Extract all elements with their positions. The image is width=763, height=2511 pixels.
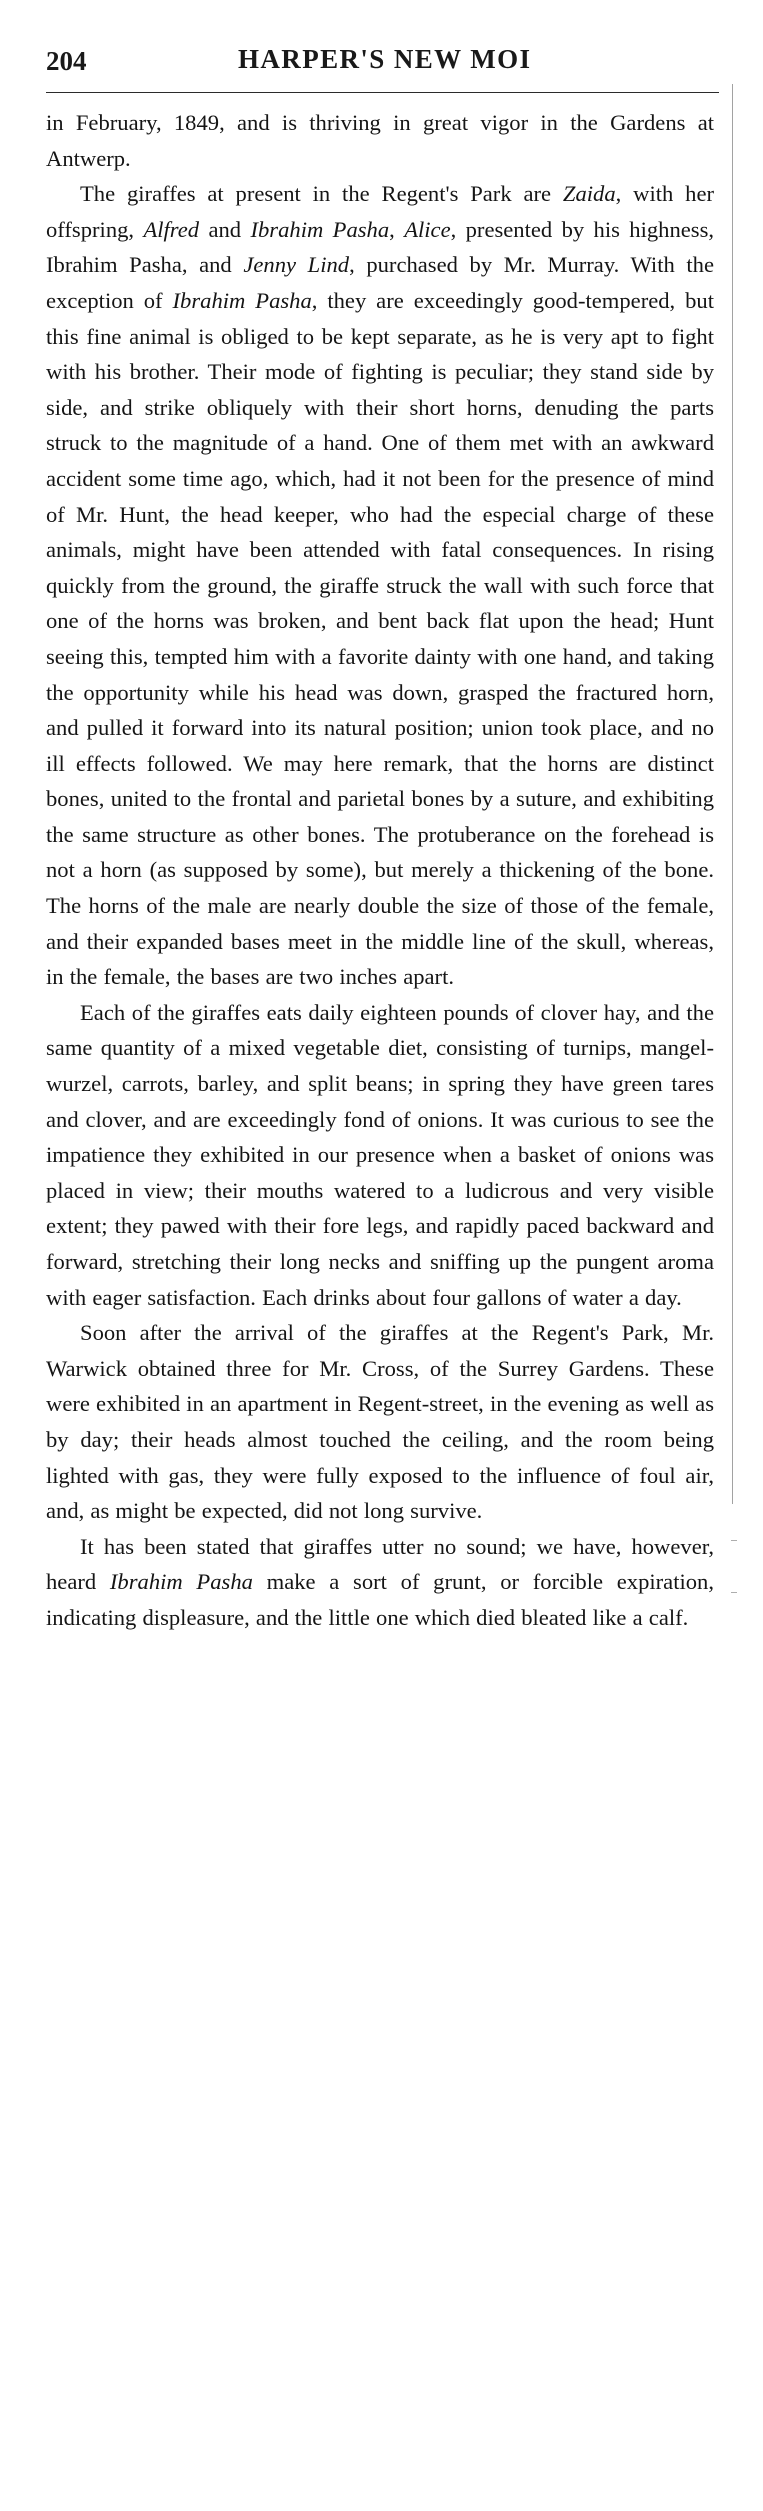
paragraph-5: It has been stated that giraffes utter no sound; we have, however, heard Ibrahim Pasha make a sort of grunt, or forcible expiration, indicating displeasure, and the little one which died bleated like a calf. xyxy=(46,1533,715,1630)
page-edge-mark xyxy=(731,1540,737,1541)
header-rule xyxy=(46,92,719,93)
paragraph-4: Soon after the arrival of the giraffes at the Regent's Park, Mr. Warwick obtained three for Mr. Cross, of the Surrey Gardens. These were exhibited in an apartment in Regent-street, in the evening as well as by day; their heads almost touched the ceiling, and the room being lighted with gas, they were fully exposed to the influence of foul air, and, as might be expected, did not long survive. xyxy=(46,1320,714,1524)
page-header xyxy=(46,46,719,86)
paragraph-2: The giraffes at present in the Regent's Park are Zaida, with her offspring, Alfred and Ibrahim Pasha, Alice, presented by his highness, Ibrahim Pasha, and Jenny Lind, purchased by Mr. Murray. With the exception of Ibrahim Pasha, they are exceedingly good-tempered, but this fine animal is obliged to be kept separate, as he is very apt to fight with his brother. Their mode of fighting is peculiar; they stand side by side, and strike obliquely with their short horns, denuding the parts struck to the magnitude of a hand. One of them met with an awkward accident some time ago, which, had it not been for the presence of mind of Mr. Hunt, the head keeper, who had the especial charge of these animals, might have been attended with fatal consequences. In rising quickly from the ground, the giraffe struck the wall with such force that one of the horns was broken, and bent back flat upon the head; Hunt seeing this, tempted him with a favorite dainty with one hand, and taking the opportunity while his head was down, grasped the fractured horn, and pulled it forward into its natural position; union took place, and no ill effects followed. We may here remark, that the horns are distinct bones, united to the frontal and parietal bones by a suture, and exhibiting the same structure as other bones. The protuberance on the forehead is not a horn (as supposed by some), but merely a thickening of the bone. The horns of the male are nearly double the size of those of the female, and their expanded bases meet in the middle line of the skull, whereas, in the female, the bases are two inches apart. xyxy=(46,181,715,990)
running-head: HARPER'S NEW MOI xyxy=(238,44,532,74)
page-number: 204 xyxy=(46,46,87,76)
text-column xyxy=(46,105,714,1636)
paragraph-1: in February, 1849, and is thriving in great vigor in the Gardens at Antwerp. xyxy=(46,110,714,171)
column-divider-rule xyxy=(732,84,733,1504)
paragraph-3: Each of the giraffes eats daily eighteen pounds of clover hay, and the same quantity of a mixed vegetable diet, consisting of turnips, mangel-wurzel, carrots, barley, and split beans; in spring they have green tares and clover, and are exceedingly fond of onions. It was curious to see the impatience they exhibited in our presence when a basket of onions was placed in view; their mouths watered to a ludicrous and very visible extent; they pawed with their fore legs, and rapidly paced backward and forward, stretching their long necks and sniffing up the pungent aroma with eager satisfaction. Each drinks about four gallons of water a day. xyxy=(46,999,714,1310)
page-edge-mark xyxy=(731,1592,737,1593)
